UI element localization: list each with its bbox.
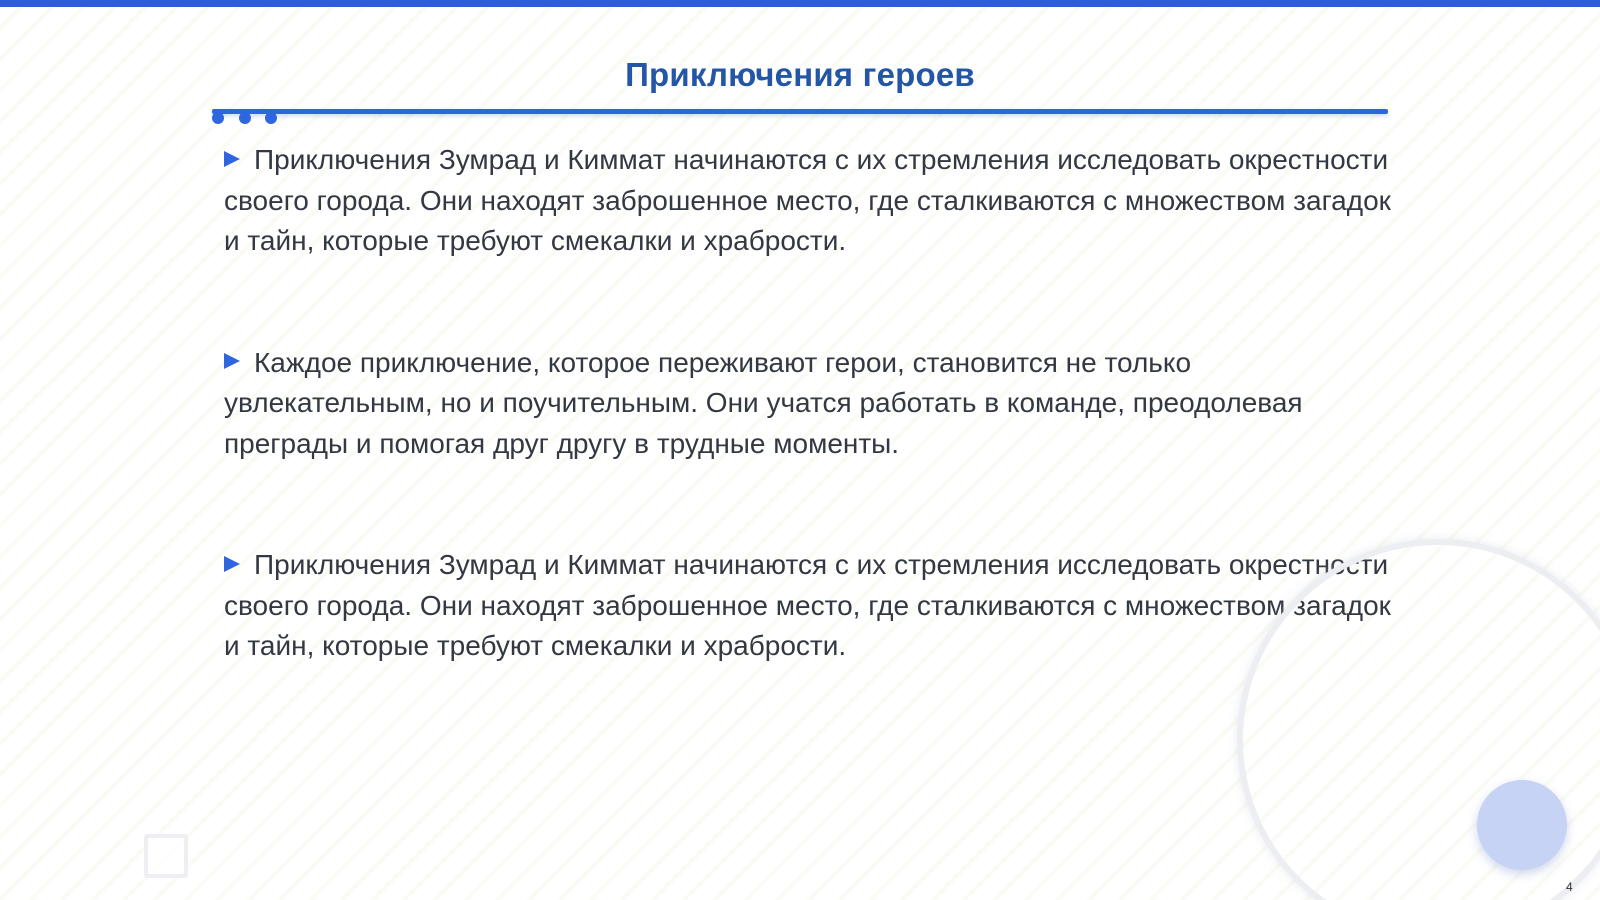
bullet-list xyxy=(224,140,1394,748)
triangle-right-icon xyxy=(224,151,240,167)
decorative-dot xyxy=(239,112,251,124)
bullet-text: Каждое приключение, которое переживают герои, становится не только увлекательным, но и поучительным. Они учатся работать в команде, преодолевая преграды и помогая друг другу в трудные моменты. xyxy=(224,346,1303,459)
decorative-dot xyxy=(212,112,224,124)
bullet-text: Приключения Зумрад и Киммат начинаются с их стремления исследовать окрестности своего города. Они находят заброшенное место, где сталкиваются с множеством загадок и тайн, которые требуют смекалки и храбрости. xyxy=(224,549,1391,661)
decorative-square xyxy=(144,834,188,878)
decorative-circle xyxy=(1477,780,1567,870)
triangle-right-icon xyxy=(224,556,240,572)
slide-title: Приключения героев xyxy=(625,56,975,93)
title-underline xyxy=(212,109,1388,114)
bullet-text: Приключения Зумрад и Киммат начинаются с их стремления исследовать окрестности своего города. Они находят заброшенное место, где сталкиваются с множеством загадок и тайн, которые требуют смекалки и храбрости. xyxy=(224,144,1391,256)
bullet-item xyxy=(224,343,1394,465)
triangle-right-icon xyxy=(224,353,240,369)
decorative-dot xyxy=(265,112,277,124)
bullet-item xyxy=(224,545,1394,667)
top-accent-bar xyxy=(0,0,1600,7)
bullet-item xyxy=(224,140,1394,262)
page-number: 4 xyxy=(1566,880,1573,894)
